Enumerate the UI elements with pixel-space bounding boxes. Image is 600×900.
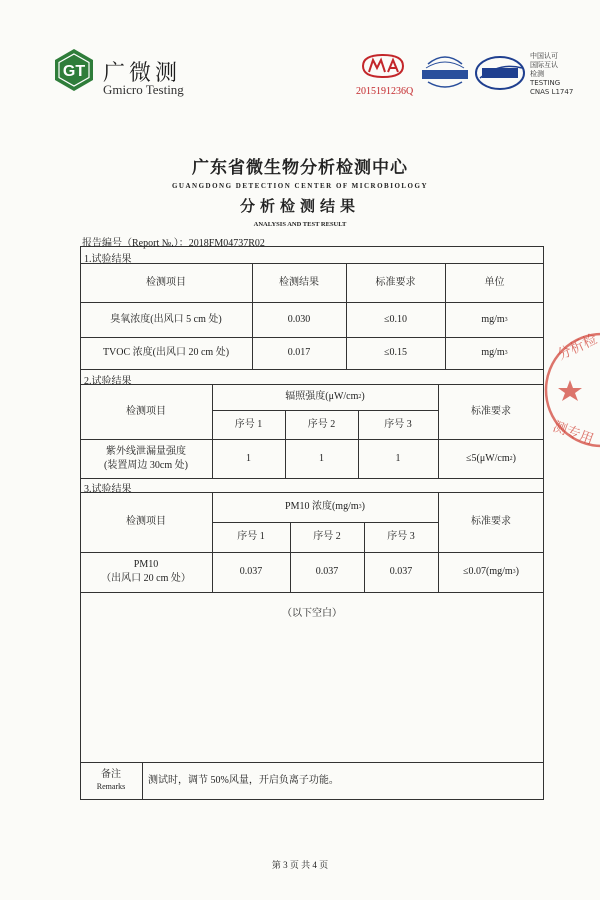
section2-label: 2.试验结果: [84, 376, 132, 387]
s3-header-seq1: 序号 1: [237, 531, 265, 542]
s2-header-irradiance: 辐照强度(μW/cm 2 ): [285, 391, 365, 402]
official-seal-stamp-icon: [540, 330, 600, 450]
s1-row1-unit: mg/m 3: [481, 313, 508, 325]
s1-row1-result: 0.030: [287, 313, 311, 325]
s1-row2-standard: ≤0.15: [384, 347, 407, 358]
s3-row-seq3: 0.037: [389, 566, 413, 577]
s3-header-pm10: PM10 浓度(mg/m 3 ): [285, 501, 365, 512]
s2-row-seq1: 1: [246, 452, 251, 464]
s3-row-item: PM10 （出风口 20 cm 处）: [101, 559, 191, 584]
blank-note: （以下空白）: [282, 608, 342, 619]
s1-header-item: 检测项目: [146, 276, 186, 288]
s1-row2-item: TVOC 浓度(出风口 20 cm 处): [102, 347, 230, 358]
s1-header-standard: 标准要求: [375, 276, 416, 288]
s2-row-standard: ≤5(μW/cm 2 ): [466, 452, 516, 464]
s3-header-standard: 标准要求: [471, 516, 511, 527]
s1-header-result: 检测结果: [279, 276, 319, 288]
s3-row-seq1: 0.037: [239, 566, 263, 577]
cnas-mark-icon: [474, 54, 526, 92]
s3-header-item: 检测项目: [126, 516, 166, 527]
section1-label: 1.试验结果: [84, 254, 132, 265]
center-title-en: GUANGDONG DETECTION CENTER OF MICROBIOLOGY: [171, 182, 429, 190]
s3-row-standard: ≤0.07(mg/m 3 ): [463, 566, 519, 577]
s2-header-seq3: 序号 3: [384, 418, 412, 430]
report-number: 报告编号（Report №.）：2018FM04737R02: [82, 238, 265, 249]
brand-name: 广微测: [103, 61, 182, 86]
s1-row1-item: 臭氧浓度(出风口 5 cm 处): [110, 313, 222, 325]
s1-row1-standard: ≤0.10: [384, 313, 407, 325]
s2-header-standard: 标准要求: [471, 405, 511, 417]
s1-header-unit: 单位: [484, 276, 505, 288]
gmicro-logo-icon: [52, 48, 96, 92]
svg-text:分析检: 分析检: [554, 331, 600, 364]
cnas-accreditation-text: 中国认可 国际互认 检测 TESTING CNAS L1747: [530, 52, 574, 96]
s2-row-seq3: 1: [395, 452, 401, 464]
s2-row-item: 紫外线泄漏量强度 (装置周边 30cm 处): [104, 445, 188, 471]
s2-row-seq2: 1: [319, 452, 324, 464]
center-title-cn: 广东省微生物分析检测中心: [192, 158, 408, 178]
s3-header-seq3: 序号 3: [387, 531, 415, 542]
s1-row2-result: 0.017: [287, 347, 311, 358]
page-footer: 第 3 页 共 4 页: [271, 860, 329, 870]
svg-text:测专用: 测专用: [550, 418, 596, 449]
report-subtitle-cn: 分析检测结果: [239, 197, 360, 215]
s2-header-seq2: 序号 2: [307, 418, 336, 430]
s2-header-seq1: 序号 1: [234, 418, 263, 430]
s1-row2-unit: mg/m 3: [481, 347, 508, 358]
remarks-label: 备注 Remarks: [96, 769, 126, 791]
ilac-mra-mark-icon: [420, 48, 470, 92]
logo-letters: GT: [62, 63, 86, 80]
s3-header-seq2: 序号 2: [313, 531, 341, 542]
cma-code: 2015191236Q: [356, 86, 414, 97]
s2-header-item: 检测项目: [126, 405, 166, 417]
section3-label: 3.试验结果: [84, 484, 132, 495]
brand-english-name: Gmicro Testing: [103, 82, 184, 97]
cma-mark-icon: [360, 52, 406, 80]
report-subtitle-en: ANALYSIS AND TEST RESULT: [253, 221, 347, 228]
remarks-text: 测试时，调节 50%风量，开启负离子功能。: [148, 775, 339, 786]
s3-row-seq2: 0.037: [315, 566, 339, 577]
